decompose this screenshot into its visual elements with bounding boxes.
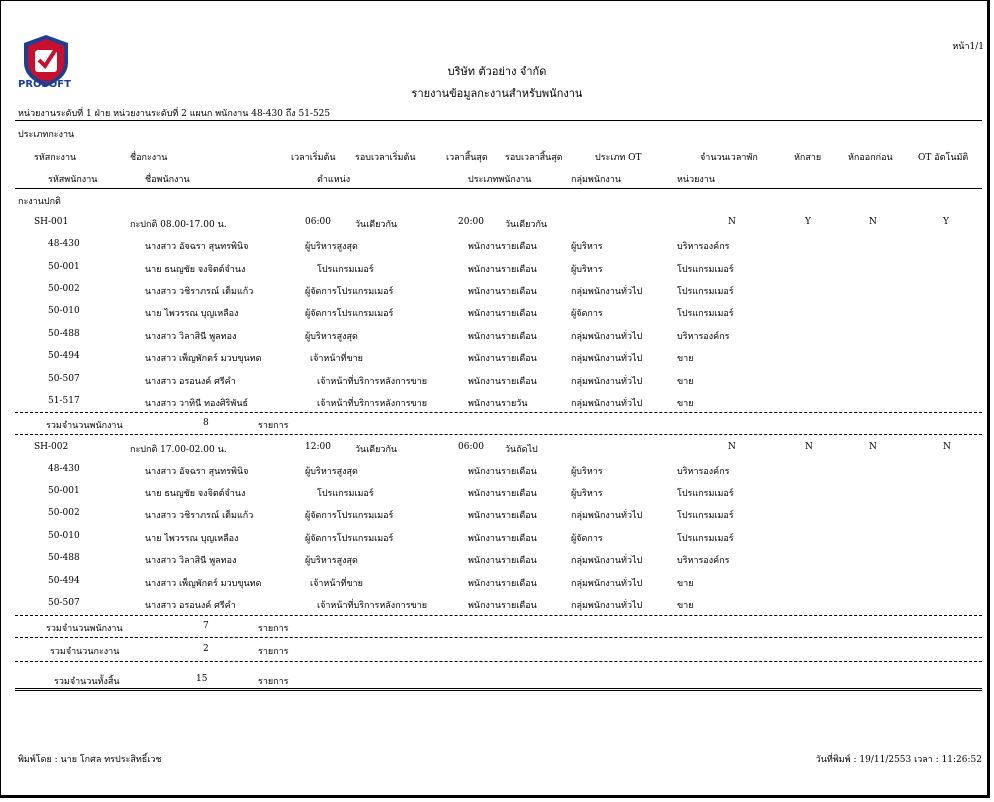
emp-type: พนักงานรายเดือน	[468, 601, 537, 611]
emp-unit: โปรแกรมเมอร์	[677, 534, 734, 544]
col-auto-ot: OT อัตโนมัติ	[918, 153, 969, 163]
emp-unit: ขาย	[677, 377, 694, 387]
emp-name: นาย ไพวรรณ บุญเหลือง	[145, 534, 239, 544]
emp-name: นางสาว วชิราภรณ์ เต็มแก้ว	[145, 287, 254, 297]
shift-end: 06:00	[458, 442, 484, 452]
report-filter: หน่วยงานระดับที่ 1 ฝ่าย หน่วยงานระดับที่ 2 แผนก พนักงาน 48-430 ถึง 51-525	[18, 109, 331, 119]
emp-id: 50-010	[48, 306, 80, 316]
emp-position: โปรแกรมเมอร์	[317, 265, 374, 275]
emp-id: 50-507	[48, 374, 80, 384]
emp-id: 50-494	[48, 351, 80, 361]
col-break: จำนวนเวลาพัก	[700, 153, 758, 163]
emp-type: พนักงานรายเดือน	[468, 467, 537, 477]
emp-type: พนักงานรายเดือน	[468, 287, 537, 297]
emp-name: นาย ธนญชัย จงจิตต์จำนง	[145, 265, 246, 275]
shift-code: SH-001	[34, 217, 69, 227]
grand-total-unit: รายการ	[258, 677, 289, 687]
shift-start-round: วันเดียวกัน	[355, 220, 398, 230]
emp-group: กลุ่มพนักงานทั่วไป	[571, 377, 643, 387]
col-end-round: รอบเวลาสิ้นสุด	[505, 153, 563, 163]
emp-id: 50-488	[48, 553, 80, 563]
emp-group: กลุ่มพนักงานทั่วไป	[571, 287, 643, 297]
emp-id: 50-507	[48, 598, 80, 608]
shift-total: 8	[203, 418, 209, 428]
emp-type: พนักงานรายเดือน	[468, 534, 537, 544]
emp-unit: โปรแกรมเมอร์	[677, 265, 734, 275]
col-emp-group: กลุ่มพนักงาน	[571, 175, 622, 185]
company-name: บริษัท ตัวอย่าง จำกัด	[447, 65, 547, 78]
emp-position: ผู้บริหารสูงสุด	[305, 242, 358, 252]
col-position: ตำแหน่ง	[317, 175, 351, 185]
emp-type: พนักงานรายเดือน	[468, 556, 537, 566]
emp-name: นางสาว วิลาสินี พูลทอง	[145, 332, 237, 342]
emp-group: กลุ่มพนักงานทั่วไป	[571, 332, 643, 342]
col-shift-name: ชื่อกะงาน	[130, 153, 168, 163]
emp-position: เจ้าหน้าที่ขาย	[310, 579, 363, 589]
emp-group: กลุ่มพนักงานทั่วไป	[571, 399, 643, 409]
emp-unit: โปรแกรมเมอร์	[677, 287, 734, 297]
col-end-time: เวลาสิ้นสุด	[446, 153, 488, 163]
shift-break-flag: N	[728, 442, 736, 452]
report-title: รายงานข้อมูลกะงานสำหรับพนักงาน	[411, 87, 583, 100]
shift-early: N	[869, 442, 877, 452]
shift-start: 12:00	[305, 442, 331, 452]
shift-total-unit: รายการ	[258, 421, 289, 431]
shift-end-round: วันเดียวกัน	[505, 220, 548, 230]
emp-group: กลุ่มพนักงานทั่วไป	[571, 601, 643, 611]
shift-name: กะปกติ 08.00-17.00 น.	[130, 220, 227, 230]
col-ot-type: ประเภท OT	[595, 153, 642, 163]
emp-name: นาย ธนญชัย จงจิตต์จำนง	[145, 489, 246, 499]
emp-name: นางสาว วิลาสินี พูลทอง	[145, 556, 237, 566]
emp-group: ผู้จัดการ	[571, 534, 603, 544]
page-number: หน้า1/1	[952, 42, 984, 52]
emp-id: 50-002	[48, 284, 80, 294]
emp-position: ผู้จัดการโปรแกรมเมอร์	[305, 511, 394, 521]
col-early: หักออกก่อน	[848, 153, 893, 163]
shift-count-label: รวมจำนวนกะงาน	[50, 647, 120, 657]
emp-unit: บริหารองค์กร	[677, 242, 730, 252]
shift-late: Y	[805, 217, 811, 227]
shift-total-label: รวมจำนวนพนักงาน	[46, 624, 123, 634]
emp-position: ผู้จัดการโปรแกรมเมอร์	[305, 309, 394, 319]
shift-name: กะปกติ 17.00-02.00 น.	[130, 445, 227, 455]
shift-break-flag: N	[728, 217, 736, 227]
emp-group: กลุ่มพนักงานทั่วไป	[571, 354, 643, 364]
emp-position: ผู้บริหารสูงสุด	[305, 467, 358, 477]
emp-unit: ขาย	[677, 399, 694, 409]
emp-unit: โปรแกรมเมอร์	[677, 511, 734, 521]
emp-id: 50-002	[48, 508, 80, 518]
emp-unit: โปรแกรมเมอร์	[677, 489, 734, 499]
emp-group: กลุ่มพนักงานทั่วไป	[571, 511, 643, 521]
emp-id: 48-430	[48, 239, 80, 249]
col-shift-code: รหัสกะงาน	[34, 153, 77, 163]
emp-type: พนักงานรายเดือน	[468, 377, 537, 387]
shift-late: N	[805, 442, 813, 452]
group-name: กะงานปกติ	[18, 197, 61, 207]
col-emp-name: ชื่อพนักงาน	[145, 175, 190, 185]
emp-type: พนักงานรายเดือน	[468, 332, 537, 342]
emp-id: 50-494	[48, 576, 80, 586]
emp-unit: บริหารองค์กร	[677, 467, 730, 477]
col-start-round: รอบเวลาเริ่มต้น	[355, 153, 416, 163]
shift-code: SH-002	[34, 442, 69, 452]
emp-name: นางสาว อัจฉรา สุนทรพินิจ	[145, 242, 249, 252]
col-late: หักสาย	[794, 153, 822, 163]
emp-type: พนักงานรายวัน	[468, 399, 528, 409]
emp-unit: บริหารองค์กร	[677, 556, 730, 566]
emp-position: ผู้จัดการโปรแกรมเมอร์	[305, 534, 394, 544]
header-group-label: ประเภทกะงาน	[18, 130, 75, 140]
shift-total: 7	[203, 621, 209, 631]
shift-end: 20:00	[458, 217, 484, 227]
emp-group: กลุ่มพนักงานทั่วไป	[571, 579, 643, 589]
emp-group: ผู้จัดการ	[571, 309, 603, 319]
emp-position: ผู้จัดการโปรแกรมเมอร์	[305, 287, 394, 297]
emp-type: พนักงานรายเดือน	[468, 265, 537, 275]
emp-name: นางสาว อรอนงค์ ศรีคำ	[145, 601, 236, 611]
emp-position: เจ้าหน้าที่บริการหลังการขาย	[317, 399, 428, 409]
emp-name: นาย ไพวรรณ บุญเหลือง	[145, 309, 239, 319]
shift-total-label: รวมจำนวนพนักงาน	[46, 421, 123, 431]
emp-id: 50-488	[48, 329, 80, 339]
shift-total-unit: รายการ	[258, 624, 289, 634]
emp-id: 50-001	[48, 486, 80, 496]
col-start-time: เวลาเริ่มต้น	[291, 153, 336, 163]
col-emp-id: รหัสพนักงาน	[48, 175, 98, 185]
shift-auto-ot: N	[943, 442, 951, 452]
emp-group: ผู้บริหาร	[571, 467, 603, 477]
emp-type: พนักงานรายเดือน	[468, 242, 537, 252]
emp-position: ผู้บริหารสูงสุด	[305, 332, 358, 342]
emp-name: นางสาว เพ็ญพักตร์ มวบขุนทด	[145, 579, 262, 589]
col-emp-type: ประเภทพนักงาน	[468, 175, 532, 185]
emp-id: 50-001	[48, 262, 80, 272]
printed-at: วันที่พิมพ์ : 19/11/2553 เวลา : 11:26:52	[815, 755, 982, 765]
emp-group: ผู้บริหาร	[571, 265, 603, 275]
shift-count: 2	[203, 644, 209, 654]
emp-id: 50-010	[48, 531, 80, 541]
shift-count-unit: รายการ	[258, 647, 289, 657]
col-unit: หน่วยงาน	[677, 175, 716, 185]
emp-group: ผู้บริหาร	[571, 242, 603, 252]
emp-type: พนักงานรายเดือน	[468, 579, 537, 589]
emp-type: พนักงานรายเดือน	[468, 354, 537, 364]
emp-unit: ขาย	[677, 601, 694, 611]
emp-position: ผู้บริหารสูงสุด	[305, 556, 358, 566]
emp-type: พนักงานรายเดือน	[468, 489, 537, 499]
emp-unit: โปรแกรมเมอร์	[677, 309, 734, 319]
shift-early: N	[869, 217, 877, 227]
emp-unit: ขาย	[677, 579, 694, 589]
emp-name: นางสาว อรอนงค์ ศรีคำ	[145, 377, 236, 387]
emp-group: ผู้บริหาร	[571, 489, 603, 499]
emp-type: พนักงานรายเดือน	[468, 309, 537, 319]
emp-name: นางสาว อัจฉรา สุนทรพินิจ	[145, 467, 249, 477]
logo-text: PROSOFT	[18, 79, 71, 90]
grand-total: 15	[196, 674, 208, 684]
emp-position: เจ้าหน้าที่บริการหลังการขาย	[317, 601, 428, 611]
emp-unit: บริหารองค์กร	[677, 332, 730, 342]
emp-type: พนักงานรายเดือน	[468, 511, 537, 521]
emp-position: เจ้าหน้าที่ขาย	[310, 354, 363, 364]
emp-id: 51-517	[48, 396, 80, 406]
emp-position: เจ้าหน้าที่บริการหลังการขาย	[317, 377, 428, 387]
emp-name: นางสาว วาทินี ทองศิริพันธ์	[145, 399, 248, 409]
emp-name: นางสาว เพ็ญพักตร์ มวบขุนทด	[145, 354, 262, 364]
shift-end-round: วันถัดไป	[505, 445, 538, 455]
printed-by: พิมพ์โดย : นาย โกศล ทรประสิทธิ์เวช	[18, 755, 162, 765]
shift-start-round: วันเดียวกัน	[355, 445, 398, 455]
shift-auto-ot: Y	[943, 217, 949, 227]
emp-unit: ขาย	[677, 354, 694, 364]
grand-total-label: รวมจำนวนทั้งสิ้น	[54, 677, 120, 687]
emp-group: กลุ่มพนักงานทั่วไป	[571, 556, 643, 566]
emp-name: นางสาว วชิราภรณ์ เต็มแก้ว	[145, 511, 254, 521]
emp-position: โปรแกรมเมอร์	[317, 489, 374, 499]
emp-id: 48-430	[48, 464, 80, 474]
shift-start: 06:00	[305, 217, 331, 227]
